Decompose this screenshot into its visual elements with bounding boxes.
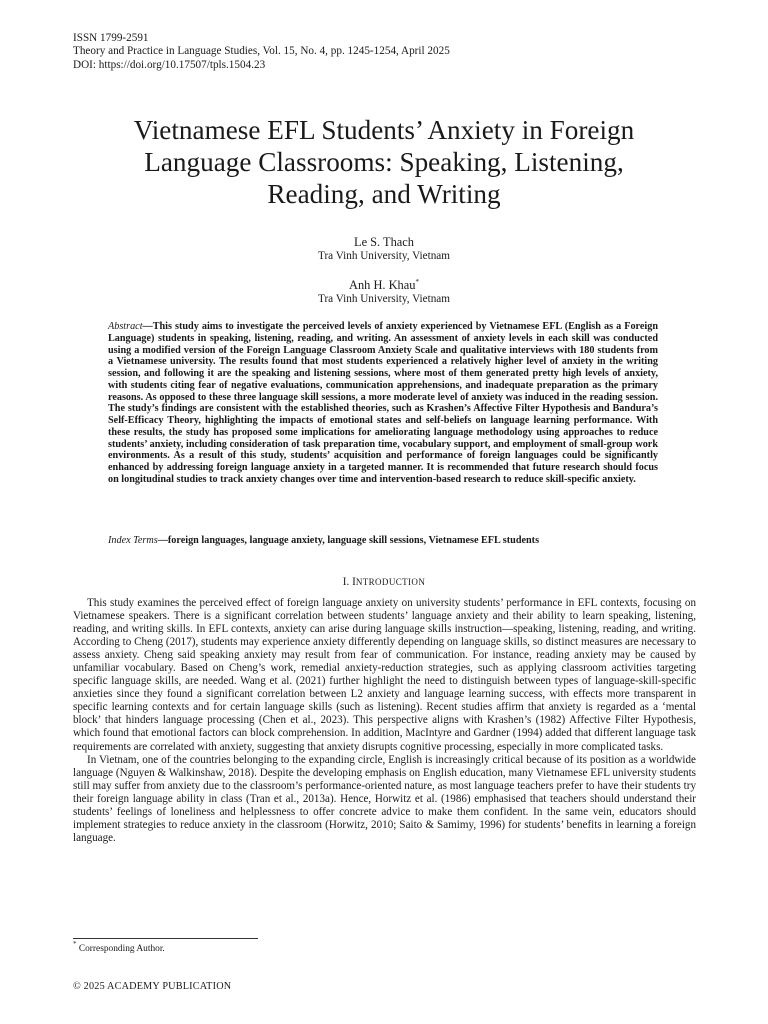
section-title-initial: I [352,576,356,588]
index-terms-text: —foreign languages, language anxiety, language skill sessions, Vietnamese EFL students [157,535,540,546]
body-paragraph: This study examines the perceived effect of foreign language anxiety on university students’ performance in EFL contexts, focusing on Vietnamese speakers. There is a significant correlation between students’ language anxiety and their ability to learn speaking, listening, reading, and writing skills. In EFL contexts, anxiety can arise during language skills instruction—speaking, listening, reading, and writing. According to Cheng (2017), students may experience anxiety differently depending on language skills, so distinct measures are necessary to assess anxiety. Cheng said speaking anxiety may result from fear of communication. For instance, reading anxiety may be caused by unfamiliar vocabulary. Based on Cheng’s work, remedial anxiety-reduction strategies, such as applying classroom activities targeting specific language skills, are needed. Wang et al. (2021) further highlight the need to distinguish between types of language-skill-specific anxieties since they found a significant correlation between L2 anxiety and language learning success, with effects more transparent in specific learning contexts and for certain language skills (such as listening). Recent studies affirm that anxiety is regarded as a ‘mental block’ that hinders language processing (Chen et al., 2023). This perspective aligns with Krashen’s (1982) Affective Filter Hypothesis, which found that emotional factors can block comprehension. In addition, MacIntyre and Gardner (1994) added that different language task requirements are correlated with anxiety, suggesting that anxiety disrupts cognitive processing, especially in more complicated tasks. [73,597,696,753]
author-block [0,235,768,264]
paper-title [60,114,708,210]
journal-citation-line: Theory and Practice in Language Studies, Vol. 15, No. 4, pp. 1245-1254, April 2025 [73,45,450,58]
author-affiliation: Tra Vinh University, Vietnam [318,293,450,305]
title-line: Language Classrooms: Speaking, Listening, [144,147,624,177]
author-name: Anh H. Khau* [349,278,419,292]
issn-line: ISSN 1799-2591 [73,32,149,44]
journal-header [73,32,450,72]
section-title-rest: NTRODUCTION [355,577,426,587]
corresponding-author-marker: * [415,278,419,286]
page-footer: © 2025 ACADEMY PUBLICATION [73,981,232,992]
author-name: Le S. Thach [354,235,414,249]
doi-line: DOI: https://doi.org/10.17507/tpls.1504.23 [73,58,266,71]
abstract-label: Abstract [108,321,143,332]
author-block [0,278,768,307]
abstract [108,321,658,486]
title-line: Reading, and Writing [267,179,501,209]
footnote-marker: * [73,940,77,948]
footnote [73,940,165,955]
body-paragraph: In Vietnam, one of the countries belonging to the expanding circle, English is increasingly critical because of its position as a worldwide language (Nguyen & Walkinshaw, 2018). Despite the developing emphasis on English education, many Vietnamese EFL university students still may suffer from anxiety due to the classroom’s performance-oriented nature, as most language teachers prefer to have their students try their foreign language ability in class (Tran et al., 2013a). Hence, Horwitz et al. (1986) emphasised that teachers should understand their students’ feelings of loneliness and helplessness to offer concrete advice to make them confident. In the same vein, educators should implement strategies to reduce anxiety in the classroom (Horwitz, 2010; Saito & Samimy, 1996) for students’ benefits in learning a foreign language. [73,753,696,844]
index-terms-label: Index Terms [108,535,158,546]
author-affiliation: Tra Vinh University, Vietnam [318,250,450,262]
index-terms [108,535,658,547]
body-text [73,597,696,845]
footnote-text: Corresponding Author. [76,944,165,954]
section-heading [0,575,768,589]
footnote-divider [73,938,258,939]
abstract-text: —This study aims to investigate the perceived levels of anxiety experienced by Vietnamese EFL (English as a Foreign Language) students in speaking, listening, reading, and writing. An assessment of anxiety levels in each skill was conducted using a modified version of the Foreign Language Classroom Anxiety Scale and qualitative interviews with 180 students from a Vietnamese university. The results found that most students experienced a relatively higher level of anxiety in the writing session, and following it are the speaking and listening sessions, where most of them generated pretty high levels of anxiety, with students citing fear of negative evaluations, communication apprehensions, and inadequate preparation as the primary reasons. As opposed to these three language skill sessions, a more moderate level of anxiety was induced in the reading session. The study’s findings are consistent with the established theories, such as Krashen’s Affective Filter Hypothesis and Bandura’s Self-Efficacy Theory, highlighting the impacts of emotional states and self-beliefs on language learning performance. With these results, the study has proposed some implications for ameliorating language methodology using approaches to reduce students’ anxiety, including consideration of task preparation time, vocabulary support, and employment of small-group work environments. As a result of this study, students’ acquisition and performance of foreign languages could be significantly enhanced by addressing foreign language anxiety in a targeted manner. It is recommended that future research should focus on longitudinal studies to track anxiety changes over time and intervention-based research to reduce skill-specific anxiety. [108,321,658,485]
section-number: I. [342,576,350,588]
title-line: Vietnamese EFL Students’ Anxiety in Foreign [133,115,635,145]
